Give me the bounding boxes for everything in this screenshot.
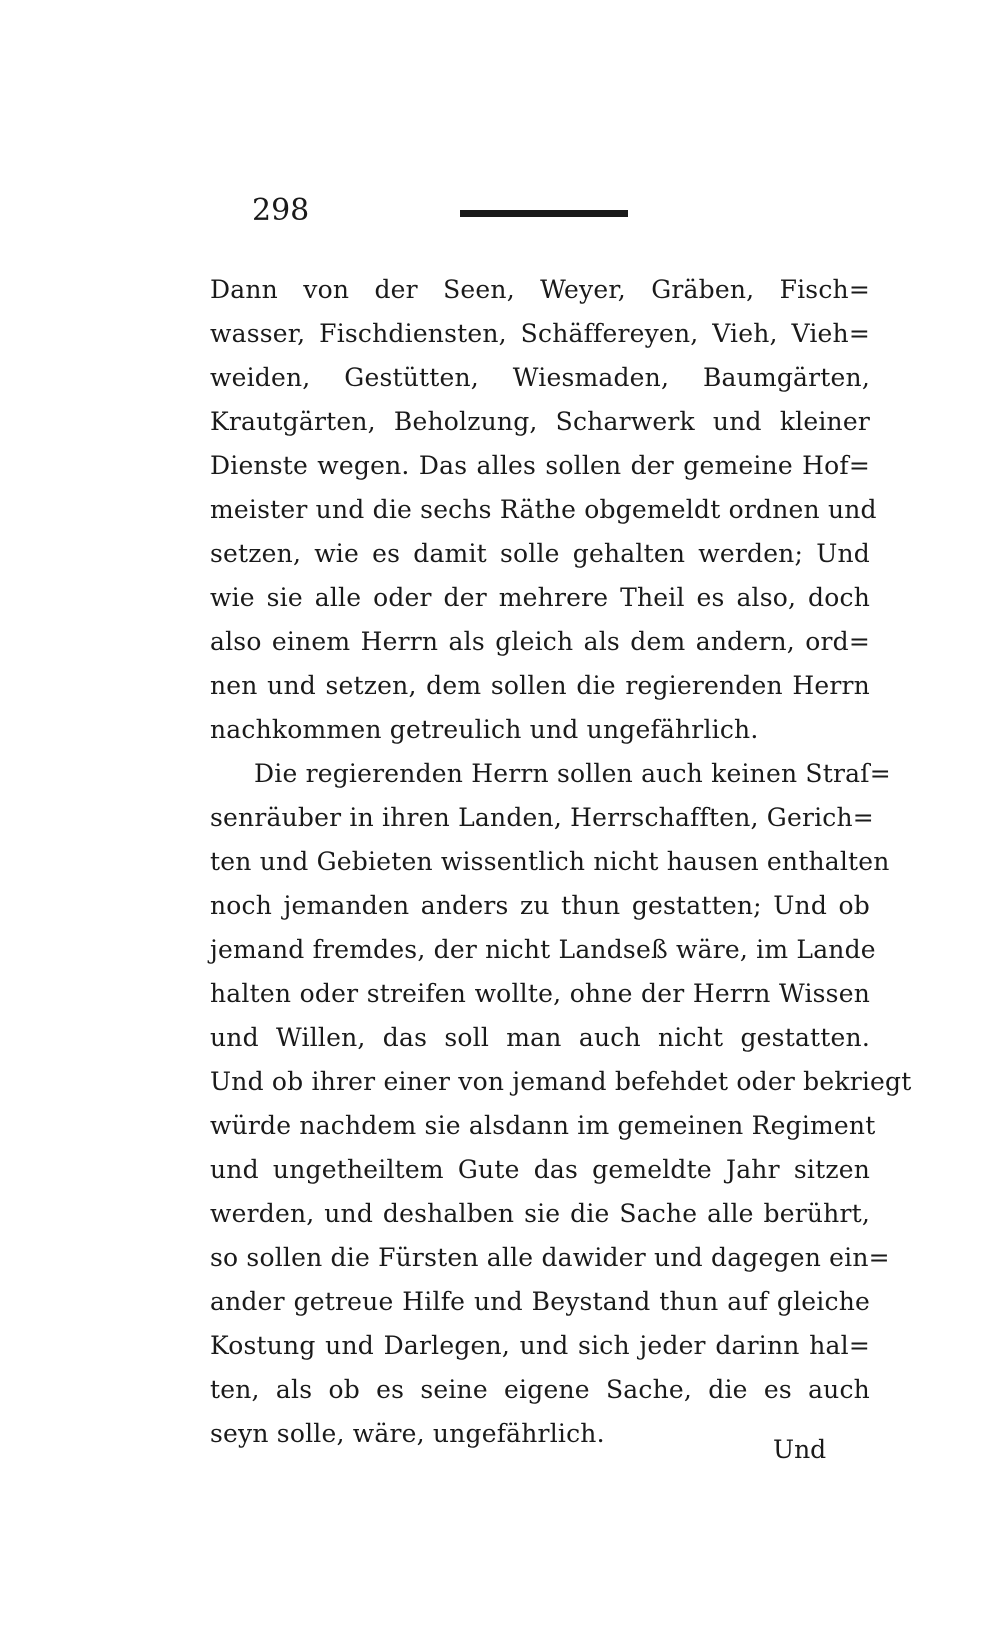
text-line: Dienste wegen. Das alles sollen der gemeine Hof= [210,451,870,480]
text-line: nachkommen getreulich und ungefährlich. [210,715,759,744]
paragraph-1 [210,268,877,752]
text-line: meister und die sechs Räthe obgemeldt ordnen und [210,495,877,524]
text-line: und ungetheiltem Gute das gemeldte Jahr sitzen [210,1155,870,1184]
page-number: 298 [252,193,310,228]
text-line: Kostung und Darlegen, und sich jeder darinn hal= [210,1331,870,1360]
text-line: senräuber in ihren Landen, Herrschafften, Gerich= [210,803,874,832]
catchword: Und [773,1435,827,1464]
text-line: weiden, Gestütten, Wiesmaden, Baumgärten, [210,363,870,392]
text-line: also einem Herrn als gleich als dem andern, ord= [210,627,870,656]
text-line: werden, und deshalben sie die Sache alle berührt, [210,1199,870,1228]
text-line: jemand fremdes, der nicht Landseß wäre, im Lande [210,935,876,964]
body-text [210,268,912,1456]
text-line: Krautgärten, Beholzung, Scharwerk und kleiner [210,407,870,436]
text-line: noch jemanden anders zu thun gestatten; Und ob [210,891,870,920]
text-line: Dann von der Seen, Weyer, Gräben, Fisch= [210,275,870,304]
text-line: ten und Gebieten wissentlich nicht hausen enthalten [210,847,890,876]
text-line: setzen, wie es damit solle gehalten werden; Und [210,539,870,568]
text-line: würde nachdem sie alsdann im gemeinen Regiment [210,1111,876,1140]
text-line: ander getreue Hilfe und Beystand thun auf gleiche [210,1287,870,1316]
text-line: so sollen die Fürsten alle dawider und dagegen ein= [210,1243,890,1272]
text-line: wasser, Fischdiensten, Schäffereyen, Vieh, Vieh= [210,319,870,348]
text-line: und Willen, das soll man auch nicht gestatten. [210,1023,870,1052]
text-line: nen und setzen, dem sollen die regierenden Herrn [210,671,870,700]
text-line: Die regierenden Herrn sollen auch keinen Straſ= [254,759,891,788]
text-line: wie sie alle oder der mehrere Theil es also, doch [210,583,870,612]
text-line: seyn solle, wäre, ungefährlich. [210,1419,605,1448]
text-line: ten, als ob es seine eigene Sache, die es auch [210,1375,870,1404]
text-line: Und ob ihrer einer von jemand befehdet oder bekriegt [210,1067,912,1096]
header-rule [460,210,628,217]
text-line: halten oder streifen wollte, ohne der Herrn Wissen [210,979,870,1008]
paragraph-2 [210,752,912,1456]
